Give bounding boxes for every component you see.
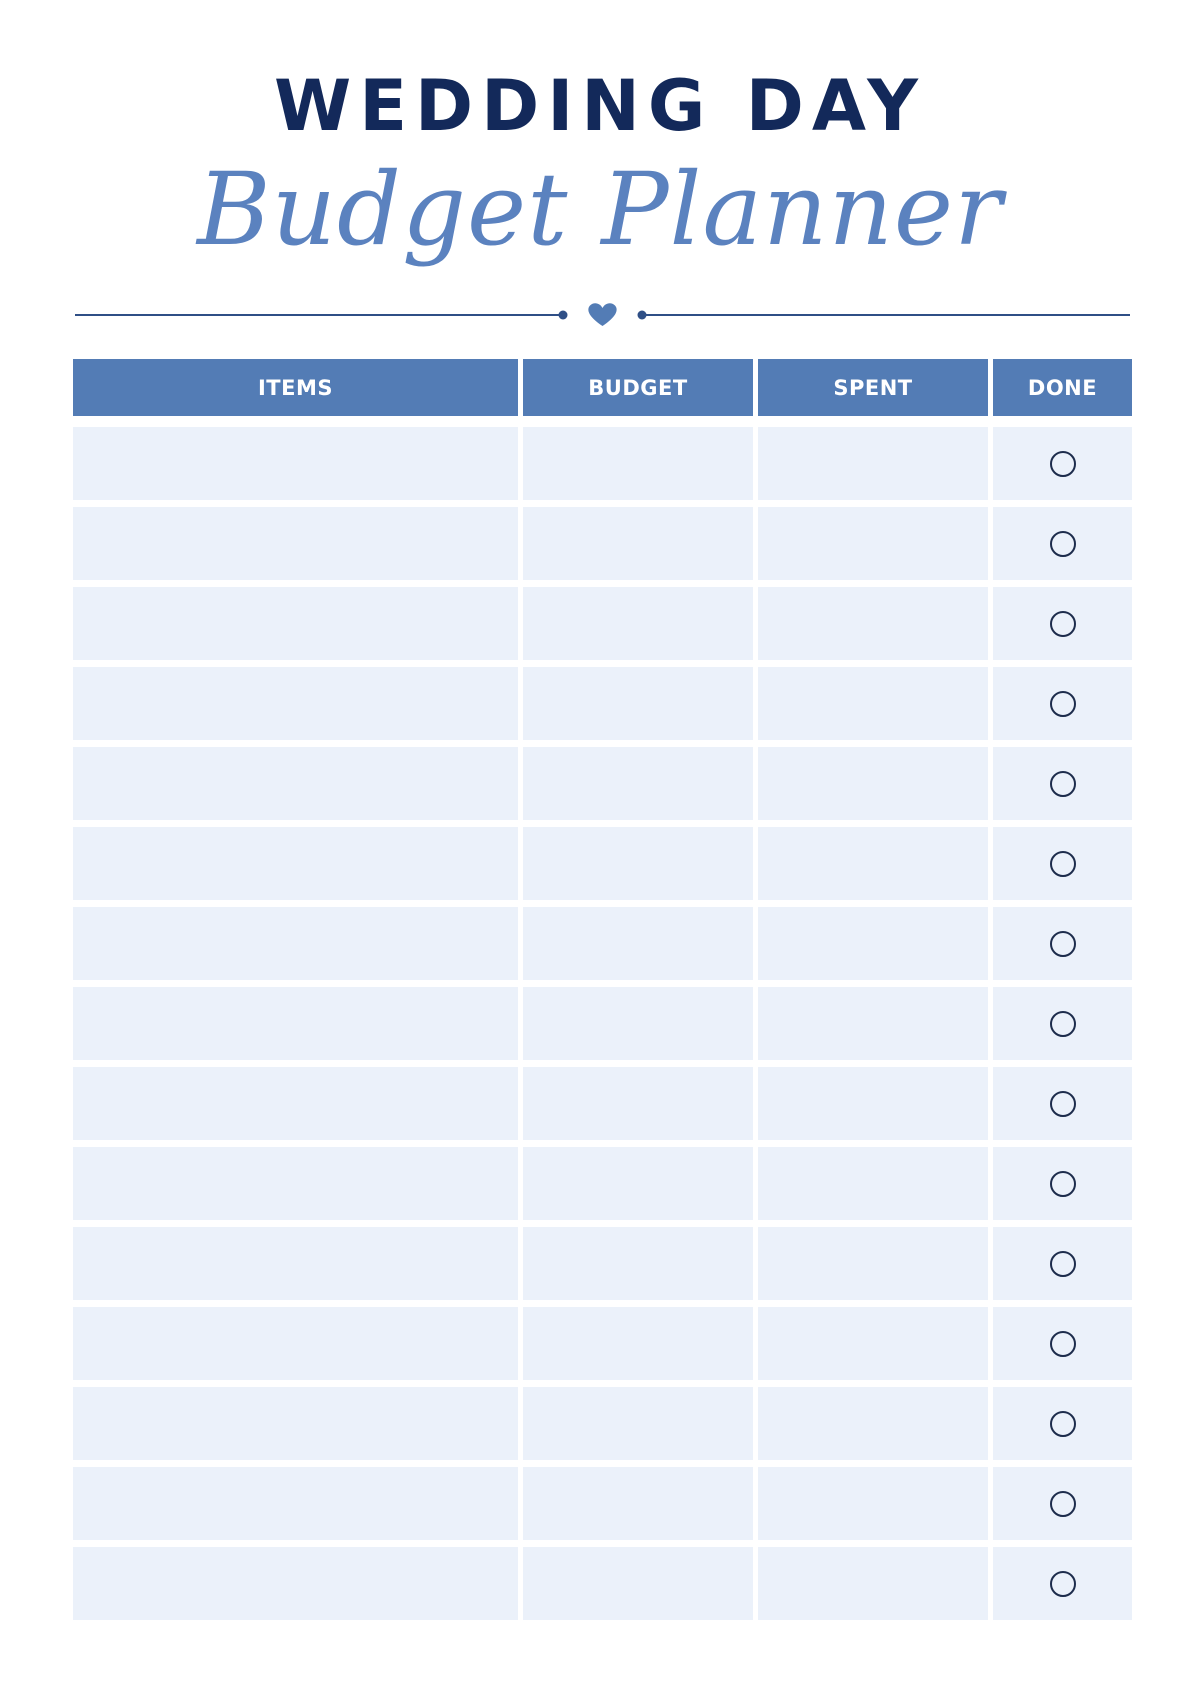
item-cell[interactable]: [73, 827, 518, 900]
item-cell[interactable]: [73, 1227, 518, 1300]
done-checkbox[interactable]: [1050, 691, 1076, 717]
spent-cell[interactable]: [758, 1307, 988, 1380]
budget-cell[interactable]: [523, 827, 753, 900]
item-cell[interactable]: [73, 1067, 518, 1140]
heart-icon: [588, 303, 616, 326]
done-cell: [993, 987, 1132, 1060]
spent-cell[interactable]: [758, 427, 988, 500]
column-header-items: ITEMS: [73, 359, 518, 416]
item-cell[interactable]: [73, 587, 518, 660]
spent-cell[interactable]: [758, 667, 988, 740]
page-title: WEDDING DAY: [274, 65, 926, 147]
done-checkbox[interactable]: [1050, 531, 1076, 557]
done-checkbox[interactable]: [1050, 1331, 1076, 1357]
column-header-spent: SPENT: [758, 359, 988, 416]
done-cell: [993, 747, 1132, 820]
item-cell[interactable]: [73, 427, 518, 500]
budget-cell[interactable]: [523, 587, 753, 660]
done-cell: [993, 1307, 1132, 1380]
item-cell[interactable]: [73, 1147, 518, 1220]
divider-dot-left: [559, 311, 568, 320]
item-cell[interactable]: [73, 1547, 518, 1620]
heart-divider: [75, 300, 1130, 330]
done-checkbox[interactable]: [1050, 451, 1076, 477]
done-checkbox[interactable]: [1050, 1011, 1076, 1037]
done-cell: [993, 1467, 1132, 1540]
spent-cell[interactable]: [758, 1467, 988, 1540]
done-cell: [993, 907, 1132, 980]
done-cell: [993, 1227, 1132, 1300]
page-subtitle: Budget Planner: [197, 151, 1003, 268]
budget-cell[interactable]: [523, 747, 753, 820]
done-checkbox[interactable]: [1050, 1571, 1076, 1597]
done-checkbox[interactable]: [1050, 771, 1076, 797]
done-cell: [993, 1067, 1132, 1140]
done-cell: [993, 507, 1132, 580]
item-cell[interactable]: [73, 987, 518, 1060]
spent-cell[interactable]: [758, 907, 988, 980]
done-cell: [993, 587, 1132, 660]
spent-cell[interactable]: [758, 1147, 988, 1220]
budget-cell[interactable]: [523, 1147, 753, 1220]
done-checkbox[interactable]: [1050, 1251, 1076, 1277]
spent-cell[interactable]: [758, 987, 988, 1060]
spent-cell[interactable]: [758, 827, 988, 900]
column-header-budget: BUDGET: [523, 359, 753, 416]
done-cell: [993, 427, 1132, 500]
budget-cell[interactable]: [523, 987, 753, 1060]
budget-cell[interactable]: [523, 427, 753, 500]
item-cell[interactable]: [73, 1387, 518, 1460]
done-checkbox[interactable]: [1050, 1411, 1076, 1437]
done-cell: [993, 1147, 1132, 1220]
budget-cell[interactable]: [523, 1067, 753, 1140]
done-cell: [993, 1547, 1132, 1620]
item-cell[interactable]: [73, 907, 518, 980]
done-checkbox[interactable]: [1050, 1491, 1076, 1517]
budget-cell[interactable]: [523, 507, 753, 580]
item-cell[interactable]: [73, 747, 518, 820]
budget-cell[interactable]: [523, 1467, 753, 1540]
done-cell: [993, 667, 1132, 740]
spent-cell[interactable]: [758, 1227, 988, 1300]
done-cell: [993, 1387, 1132, 1460]
item-cell[interactable]: [73, 507, 518, 580]
budget-cell[interactable]: [523, 1307, 753, 1380]
item-cell[interactable]: [73, 667, 518, 740]
spent-cell[interactable]: [758, 747, 988, 820]
item-cell[interactable]: [73, 1307, 518, 1380]
spent-cell[interactable]: [758, 1067, 988, 1140]
spent-cell[interactable]: [758, 507, 988, 580]
done-checkbox[interactable]: [1050, 611, 1076, 637]
budget-cell[interactable]: [523, 1387, 753, 1460]
budget-cell[interactable]: [523, 907, 753, 980]
item-cell[interactable]: [73, 1467, 518, 1540]
done-checkbox[interactable]: [1050, 931, 1076, 957]
done-checkbox[interactable]: [1050, 1091, 1076, 1117]
spent-cell[interactable]: [758, 1547, 988, 1620]
done-checkbox[interactable]: [1050, 851, 1076, 877]
done-checkbox[interactable]: [1050, 1171, 1076, 1197]
done-cell: [993, 827, 1132, 900]
column-header-done: DONE: [993, 359, 1132, 416]
spent-cell[interactable]: [758, 1387, 988, 1460]
spent-cell[interactable]: [758, 587, 988, 660]
budget-cell[interactable]: [523, 667, 753, 740]
budget-cell[interactable]: [523, 1227, 753, 1300]
budget-cell[interactable]: [523, 1547, 753, 1620]
divider-dot-right: [638, 311, 647, 320]
